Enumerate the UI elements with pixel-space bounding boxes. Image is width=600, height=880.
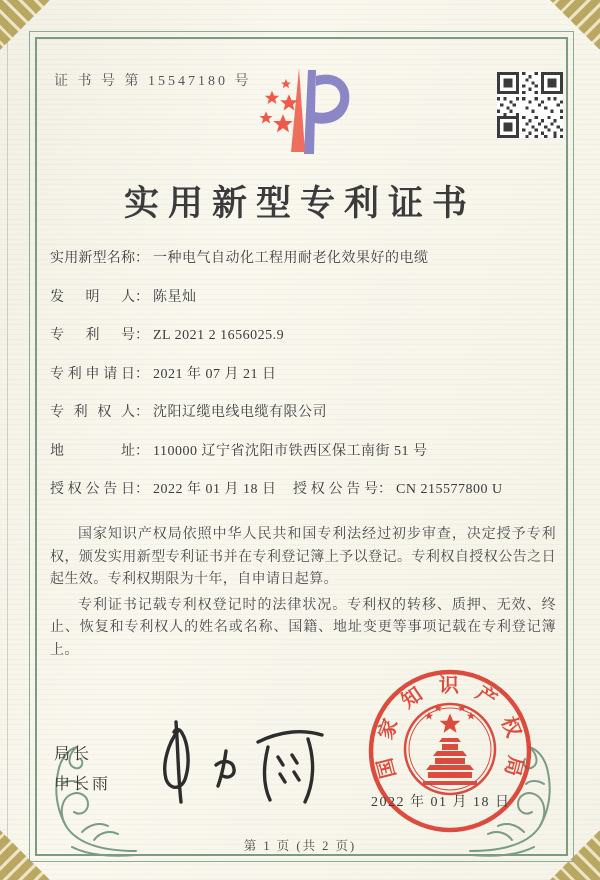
field-label: 发明人 [50,289,135,305]
field-value: 2021 年 07 月 21 日 [153,366,277,382]
field-value: 陈星灿 [153,289,197,305]
field-value: 110000 辽宁省沈阳市铁西区保工南街 51 号 [153,443,428,459]
cnipa-logo-icon [246,62,354,158]
field-label: 专利申请日 [50,366,135,382]
certificate-number: 证 书 号 第 15547180 号 [54,74,252,89]
field-label: 实用新型名称 [50,251,135,266]
field-inventor [50,288,555,327]
qr-code [497,72,563,138]
field-label: 授权公告号 [293,482,378,497]
field-grant-row [50,480,555,519]
photo-edge-line [7,0,8,880]
field-value: 一种电气自动化工程用耐老化效果好的电缆 [153,251,429,266]
signer-block [54,740,111,800]
legal-paragraph-2: 专利证书记载专利权登记时的法律状况。专利权的转移、质押、无效、终止、恢复和专利权人的姓名或名称、国籍、地址变更等事项记载在专利登记簿上。 [50,597,556,658]
field-label: 专利号 [50,328,135,343]
field-patentee [50,403,555,442]
seal-org-text: 国家知识产权局 [373,675,527,781]
field-value: 沈阳辽缆电线电缆有限公司 [153,405,327,420]
patent-fields [50,249,555,519]
field-grant-publication-number [293,480,503,499]
field-value: ZL 2021 2 1656025.9 [153,328,285,343]
legal-text [50,524,556,665]
field-value: 2022 年 01 月 18 日 [153,482,277,497]
field-colon: ： [135,443,149,459]
field-colon: ： [135,366,149,382]
field-label: 授权公告日 [50,482,135,497]
field-colon: ： [135,482,149,497]
handwritten-signature [140,713,340,808]
field-address [50,442,555,481]
field-label: 地址 [50,443,135,459]
field-value: CN 215577800 U [396,482,503,497]
field-colon: ： [378,482,392,497]
legal-paragraph-1: 国家知识产权局依照中华人民共和国专利法经过初步审查，决定授予专利权，颁发实用新型专利证书并在专利登记簿上予以登记。专利权自授权公告之日起生效。专利权期限为十年，自申请日起算。 [50,527,556,587]
field-colon: ： [135,328,149,343]
field-filing-date [50,365,555,404]
seal-date: 2022 年 01 月 18 日 [371,795,511,810]
field-colon: ： [135,405,149,420]
field-colon: ： [135,251,149,266]
field-utility-model-name [50,249,555,288]
field-label: 专利权人 [50,405,135,420]
field-patent-number [50,326,555,365]
signer-title: 局长 [54,746,93,763]
national-emblem-icon [405,704,495,794]
signer-name: 申长雨 [54,776,112,793]
page-number: 第 1 页 (共 2 页) [243,839,357,853]
field-colon: ： [135,289,149,305]
certificate-title: 实用新型专利证书 [123,184,476,223]
